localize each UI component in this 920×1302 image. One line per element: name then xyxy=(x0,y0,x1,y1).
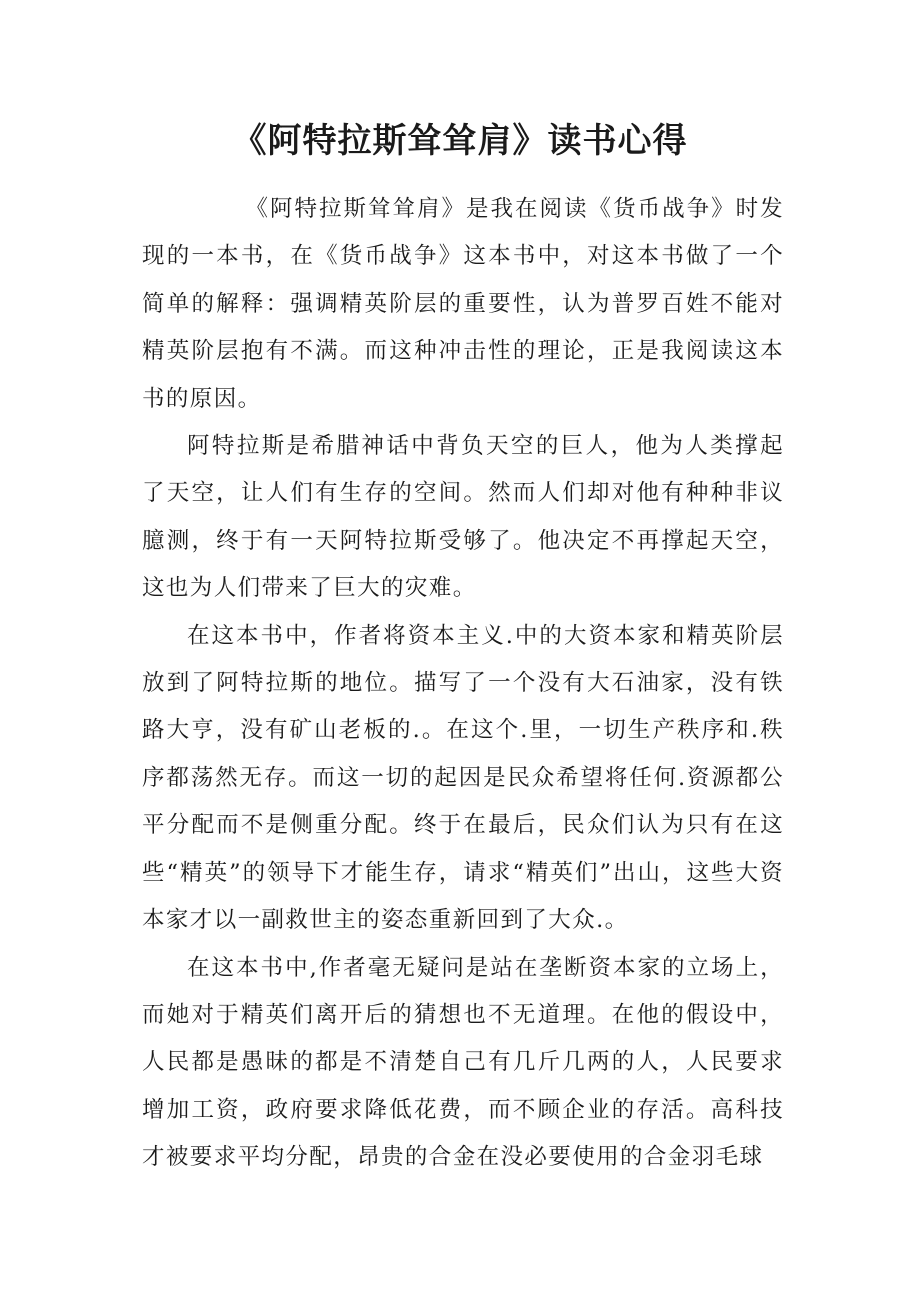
paragraph: 《阿特拉斯耸耸肩》是我在阅读《货币战争》时发现的一本书，在《货币战争》这本书中，对这本书做了一个简单的解释：强调精英阶层的重要性，认为普罗百姓不能对精英阶层抱有不满。而这种冲击性的理论，正是我阅读这本书的原因。 xyxy=(142,196,784,412)
paragraph: 在这本书中，作者将资本主义.中的大资本家和精英阶层放到了阿特拉斯的地位。描写了一个没有大石油家，没有铁路大亨，没有矿山老板的.。在这个.里，一切生产秩序和.秩序都荡然无存。而这一切的起因是民众希望将任何.资源都公平分配而不是侧重分配。终于在最后，民众们认为只有在这些“精英”的领导下才能生存，请求“精英们”出山，这些大资本家才以一副救世主的姿态重新回到了大众.。 xyxy=(142,622,784,934)
paragraph: 在这本书中,作者毫无疑问是站在垄断资本家的立场上，而她对于精英们离开后的猜想也不无道理。在他的假设中，人民都是愚昧的都是不清楚自己有几斤几两的人，人民要求增加工资，政府要求降低花费，而不顾企业的存活。高科技才被要求平均分配，昂贵的合金在没必要使用的合金羽毛球 xyxy=(142,954,784,1171)
paragraph: 阿特拉斯是希腊神话中背负天空的巨人，他为人类撑起了天空，让人们有生存的空间。然而人们却对他有种种非议臆测，终于有一天阿特拉斯受够了。他决定不再撑起天空，这也为人们带来了巨大的灾难。 xyxy=(142,433,784,602)
document-body xyxy=(142,186,784,1182)
document-title: 《阿特拉斯耸耸肩》读书心得 xyxy=(232,121,688,161)
